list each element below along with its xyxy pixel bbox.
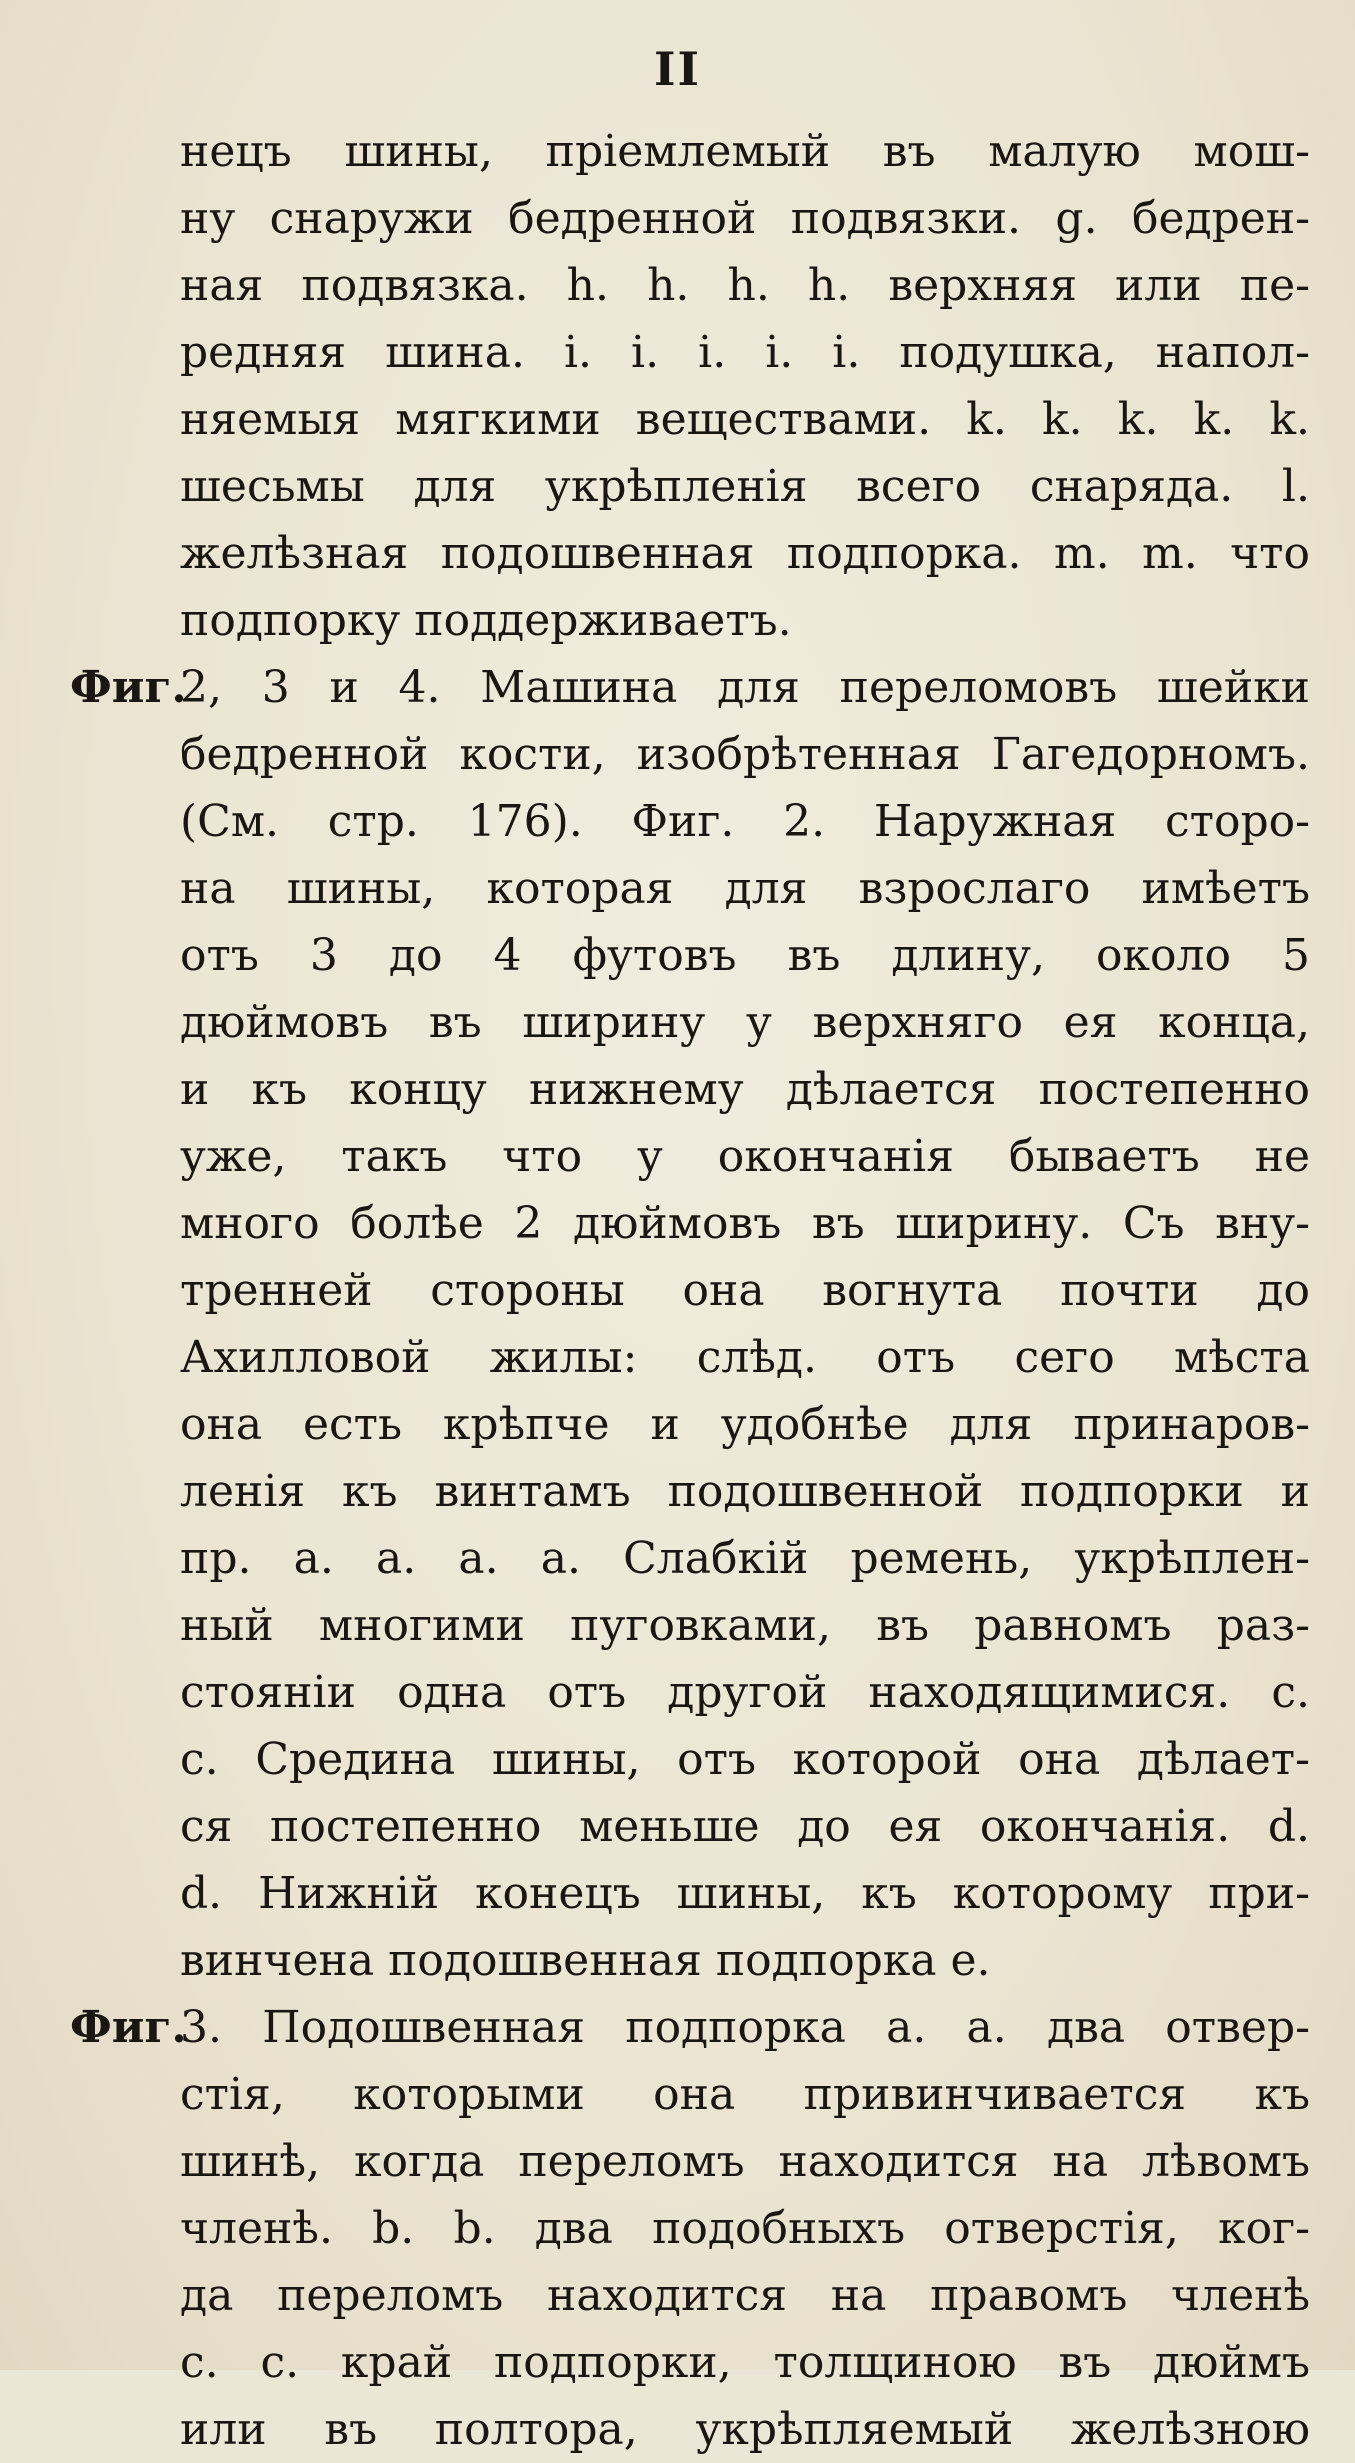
text-line (70, 1324, 1310, 1391)
text-line (70, 319, 1310, 386)
line-text: отъ 3 до 4 футовъ въ длину, около 5 (180, 930, 1310, 981)
line-text: пр. a. a. a. a. Слабкій ремень, укрѣплен- (180, 1533, 1310, 1584)
text-line (70, 1391, 1310, 1458)
text-line (70, 453, 1310, 520)
text-line (70, 2128, 1310, 2195)
text-line (70, 587, 1310, 654)
line-text: ная подвязка. h. h. h. h. верхняя или пе- (180, 260, 1310, 311)
line-text: желѣзная подошвенная подпорка. m. m. что (180, 528, 1310, 579)
line-text: подпорку поддерживаетъ. (180, 595, 792, 646)
text-line (70, 1793, 1310, 1860)
line-text: ся постепенно меньше до ея окончанія. d. (180, 1801, 1310, 1852)
line-text: ну снаружи бедренной подвязки. g. бедрен- (180, 193, 1310, 244)
text-line (70, 1726, 1310, 1793)
line-text: уже, такъ что у окончанія бываетъ не (180, 1131, 1310, 1182)
text-line (70, 386, 1310, 453)
page-number: II (653, 42, 702, 96)
text-line (70, 2329, 1310, 2396)
text-line (70, 1123, 1310, 1190)
line-text: стояніи одна отъ другой находящимися. c. (180, 1667, 1310, 1718)
line-text: много болѣе 2 дюймовъ въ ширину. Съ вну- (180, 1198, 1310, 1249)
figure-label: Фиг. (70, 2002, 187, 2053)
line-text: стія, которыми она привинчивается къ (180, 2069, 1310, 2120)
text-line (70, 922, 1310, 989)
text-line (70, 1927, 1310, 1994)
text-line (70, 185, 1310, 252)
text-line (70, 1994, 1310, 2061)
text-line (70, 1190, 1310, 1257)
line-text: c. Средина шины, отъ которой она дѣлает- (180, 1734, 1310, 1785)
text-line (70, 2396, 1310, 2463)
line-text: шесьмы для укрѣпленія всего снаряда. l. (180, 461, 1310, 512)
line-text: ный многими пуговками, въ равномъ раз- (180, 1600, 1310, 1651)
line-text: она есть крѣпче и удобнѣе для принаров- (180, 1399, 1310, 1450)
line-text: дюймовъ въ ширину у верхняго ея конца, (180, 997, 1310, 1048)
line-text: d. Нижній конецъ шины, къ которому при- (180, 1868, 1310, 1919)
line-text: членѣ. b. b. два подобныхъ отверстія, ког- (180, 2203, 1310, 2254)
text-line (70, 1592, 1310, 1659)
line-text: нецъ шины, пріемлемый въ малую мош- (180, 126, 1310, 177)
line-text: шинѣ, когда переломъ находится на лѣвомъ (180, 2136, 1310, 2187)
line-text: редняя шина. i. i. i. i. i. подушка, напол- (180, 327, 1310, 378)
line-text: ленія къ винтамъ подошвенной подпорки и (180, 1466, 1310, 1517)
line-text: винчена подошвенная подпорка e. (180, 1935, 991, 1986)
text-line (70, 118, 1310, 185)
line-text: бедренной кости, изобрѣтенная Гагедорномъ. (180, 729, 1310, 780)
text-line (70, 2262, 1310, 2329)
line-text: или въ полтора, укрѣпляемый желѣзною (180, 2404, 1310, 2455)
text-line (70, 2061, 1310, 2128)
text-line (70, 1659, 1310, 1726)
text-line (70, 788, 1310, 855)
text-line (70, 520, 1310, 587)
text-line (70, 1860, 1310, 1927)
text-line (70, 1257, 1310, 1324)
line-text: няемыя мягкими веществами. k. k. k. k. k. (180, 394, 1310, 445)
text-line (70, 1525, 1310, 1592)
text-line (70, 1056, 1310, 1123)
text-body (70, 118, 1310, 2463)
text-line (70, 1458, 1310, 1525)
line-text: 2, 3 и 4. Машина для переломовъ шейки (180, 662, 1310, 713)
line-text: и къ концу нижнему дѣлается постепенно (180, 1064, 1310, 1115)
line-text: 3. Подошвенная подпорка a. a. два отвер- (180, 2002, 1310, 2053)
text-line (70, 654, 1310, 721)
figure-label: Фиг. (70, 662, 187, 713)
text-line (70, 989, 1310, 1056)
line-text: да переломъ находится на правомъ членѣ (180, 2270, 1310, 2321)
text-line (70, 252, 1310, 319)
text-line (70, 2195, 1310, 2262)
line-text: тренней стороны она вогнута почти до (180, 1265, 1310, 1316)
line-text: Ахилловой жилы: слѣд. отъ сего мѣста (180, 1332, 1310, 1383)
line-text: (См. стр. 176). Фиг. 2. Наружная сторо- (180, 796, 1310, 847)
line-text: на шины, которая для взрослаго имѣетъ (180, 863, 1310, 914)
text-line (70, 721, 1310, 788)
text-line (70, 855, 1310, 922)
line-text: c. c. край подпорки, толщиною въ дюймъ (180, 2337, 1310, 2388)
